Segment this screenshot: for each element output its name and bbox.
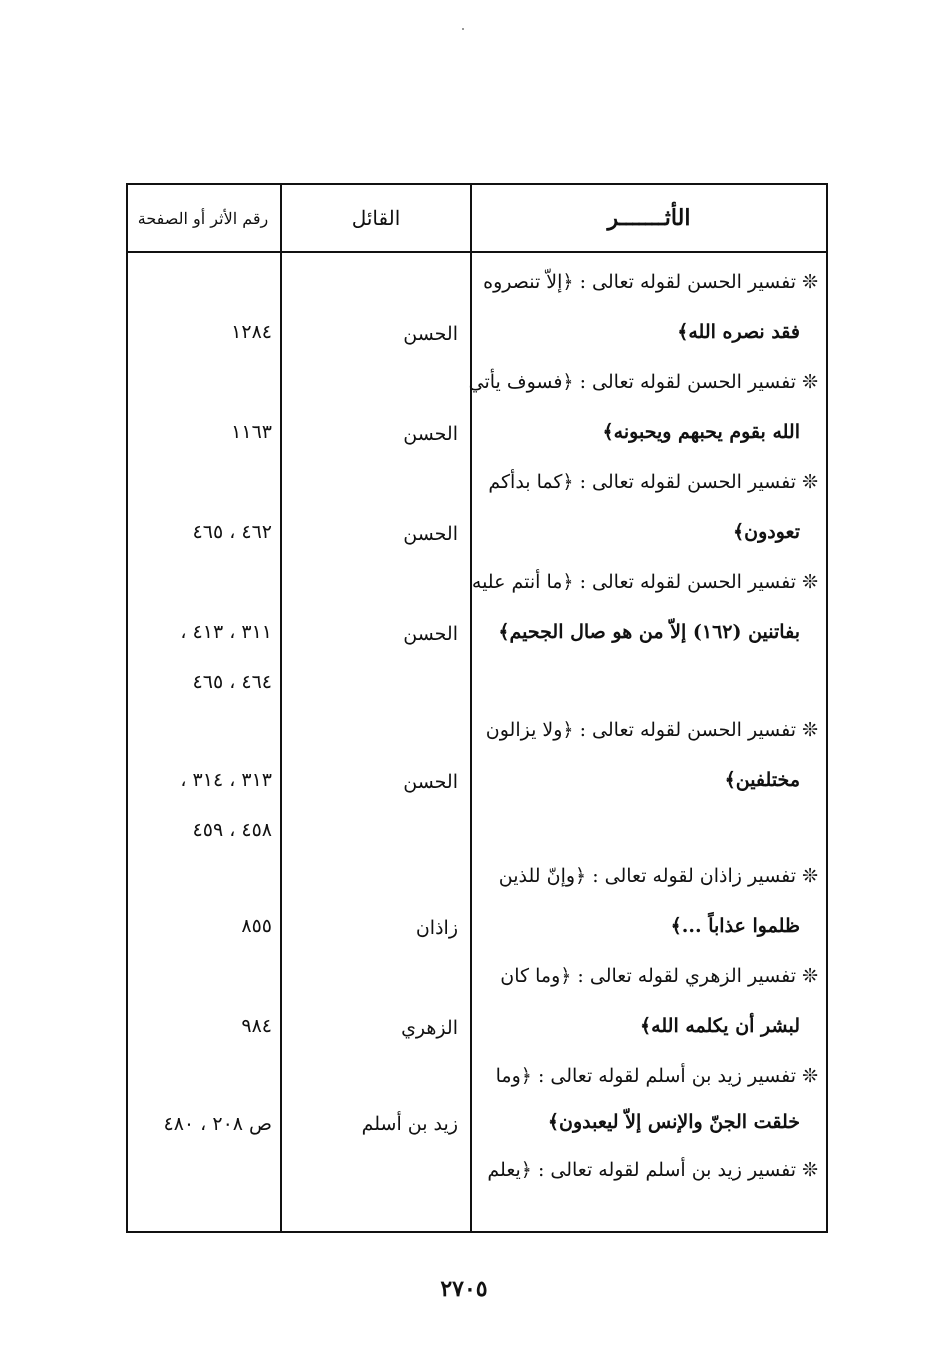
qail-cell: الحسن [403, 523, 458, 545]
qail-cell: الحسن [403, 623, 458, 645]
athar-line: ❊ تفسير الحسن لقوله تعالى : ﴿ما أنتم عليه [471, 571, 818, 593]
athar-line: ❊ تفسير الحسن لقوله تعالى : ﴿ولا يزالون [485, 719, 818, 741]
ref-cell: ص ٢٠٨ ، ٤٨٠ [163, 1113, 272, 1135]
ref-cell: ٣١٣ ، ٣١٤ ، [180, 769, 272, 791]
ref-cell: ٣١١ ، ٤١٣ ، [180, 621, 272, 643]
athar-line: ❊ تفسير الحسن لقوله تعالى : ﴿كما بدأكم [488, 471, 818, 493]
ref-cell: ٤٦٢ ، ٤٦٥ [192, 521, 272, 543]
athar-line: ❊ تفسير الزهري لقوله تعالى : ﴿وما كان [500, 965, 818, 987]
ref-cell: ١٢٨٤ [231, 321, 272, 343]
index-table [126, 183, 828, 1233]
qail-cell: الزهري [401, 1017, 458, 1039]
qail-cell: زيد بن أسلم [361, 1113, 458, 1135]
ref-cell: ٨٥٥ [241, 915, 272, 937]
header-divider [128, 251, 826, 253]
ref-cell: ٤٦٤ ، ٤٦٥ [192, 671, 272, 693]
header-ref: رقم الأثر أو الصفحة [137, 208, 269, 228]
qail-cell: الحسن [403, 771, 458, 793]
athar-line: ❊ تفسير الحسن لقوله تعالى : ﴿فسوف يأتي [468, 371, 818, 393]
athar-line: ❊ تفسير الحسن لقوله تعالى : ﴿إلاّ تنصروه [483, 271, 818, 293]
athar-line: ❊ تفسير زيد بن أسلم لقوله تعالى : ﴿يعلم [487, 1159, 818, 1181]
athar-line: لبشر أن يكلمه الله﴾ [640, 1015, 800, 1037]
athar-line: ظلموا عذاباً ...﴾ [670, 915, 800, 937]
athar-line: الله بقوم يحبهم ويحبونه﴾ [602, 421, 800, 443]
ref-cell: ١١٦٣ [231, 421, 272, 443]
ref-cell: ٩٨٤ [241, 1015, 272, 1037]
ref-cell: ٤٥٨ ، ٤٥٩ [192, 819, 272, 841]
qail-cell: الحسن [403, 323, 458, 345]
athar-line: ❊ تفسير زاذان لقوله تعالى : ﴿وإنّ للذين [498, 865, 818, 887]
scan-speck [462, 28, 464, 30]
athar-line: فقد نصره الله﴾ [677, 321, 800, 343]
athar-line: تعودون﴾ [733, 521, 800, 543]
page-number: ٢٧٠٥ [440, 1276, 488, 1302]
column-divider [470, 185, 472, 1231]
qail-cell: زاذان [415, 917, 458, 939]
athar-line: بفاتنين (١٦٢) إلاّ من هو صال الجحيم﴾ [498, 621, 800, 643]
header-qail: القائل [351, 206, 401, 230]
header-athar: الأثـــــــر [607, 205, 691, 231]
athar-line: مختلفين﴾ [724, 769, 800, 791]
qail-cell: الحسن [403, 423, 458, 445]
athar-line: ❊ تفسير زيد بن أسلم لقوله تعالى : ﴿وما [495, 1065, 818, 1087]
athar-line: خلقت الجنّ والإنس إلاّ ليعبدون﴾ [547, 1111, 800, 1133]
column-divider [280, 185, 282, 1231]
